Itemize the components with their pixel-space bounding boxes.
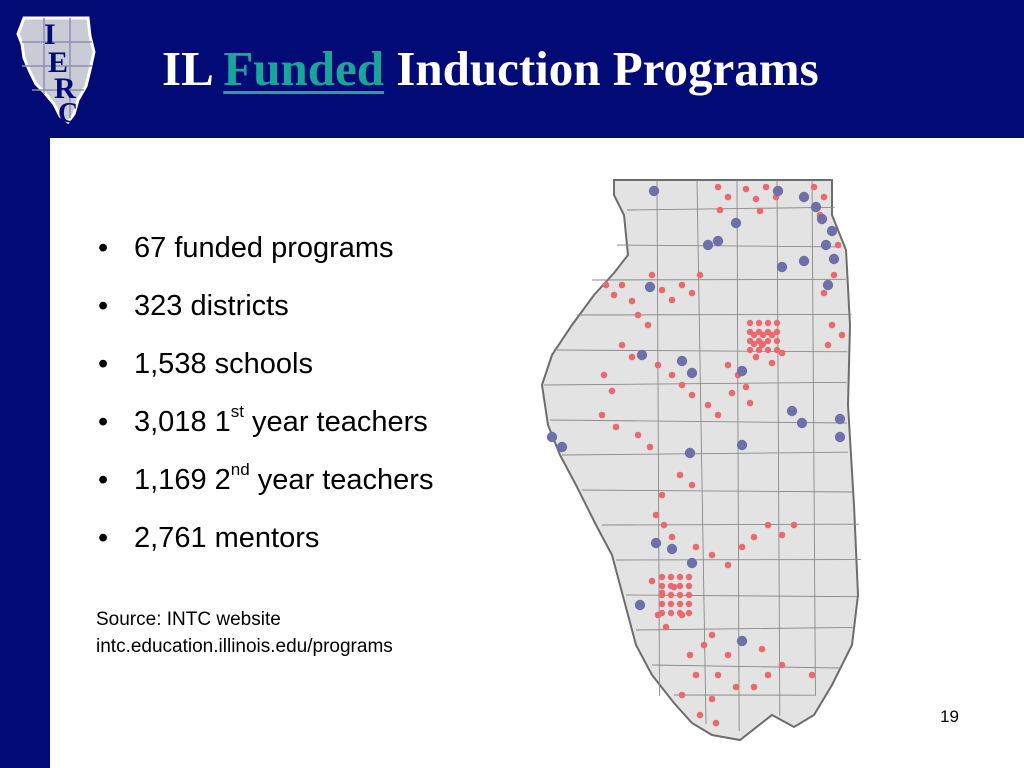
program-marker-red xyxy=(765,320,771,326)
program-marker-red xyxy=(655,612,662,619)
program-marker-blue xyxy=(835,432,845,442)
program-marker-red xyxy=(751,534,758,541)
program-marker-red xyxy=(743,384,750,391)
program-marker-blue xyxy=(811,202,821,212)
program-marker-red xyxy=(829,322,836,329)
program-marker-blue xyxy=(773,186,783,196)
program-marker-red xyxy=(693,544,700,551)
program-marker-red xyxy=(679,692,686,699)
program-marker-blue xyxy=(787,406,797,416)
program-marker-red xyxy=(709,632,716,639)
program-marker-red xyxy=(751,341,757,347)
illinois-state-outline xyxy=(542,180,858,740)
program-marker-blue xyxy=(703,240,713,250)
program-marker-red xyxy=(687,652,694,659)
program-marker-red xyxy=(659,492,666,499)
program-marker-red xyxy=(769,332,776,339)
program-marker-red xyxy=(725,362,732,369)
program-marker-red xyxy=(677,583,683,589)
program-marker-red xyxy=(701,642,708,649)
program-marker-red xyxy=(645,322,652,329)
svg-text:C: C xyxy=(58,98,79,126)
program-marker-blue xyxy=(637,350,647,360)
bullet-text-suffix: year teachers xyxy=(244,406,428,438)
bullet-districts xyxy=(98,286,433,344)
page-number: 19 xyxy=(940,707,959,726)
program-marker-red xyxy=(821,290,828,297)
program-marker-blue xyxy=(737,636,747,646)
program-marker-red xyxy=(659,583,665,589)
program-marker-red xyxy=(715,412,722,419)
program-marker-red xyxy=(753,196,760,203)
program-marker-red xyxy=(733,684,740,691)
program-marker-red xyxy=(709,696,716,703)
bullet-superscript: nd xyxy=(230,460,250,479)
program-marker-red xyxy=(779,662,786,669)
source-label: Source: INTC website xyxy=(96,609,281,630)
program-marker-red xyxy=(677,592,683,598)
title-prefix: IL xyxy=(162,41,212,96)
program-marker-red xyxy=(629,354,636,361)
program-marker-red xyxy=(649,578,656,585)
program-marker-red xyxy=(635,432,642,439)
program-marker-red xyxy=(835,242,842,249)
program-marker-red xyxy=(725,562,732,569)
program-marker-red xyxy=(763,184,770,191)
bullet-superscript: st xyxy=(230,402,244,421)
program-marker-blue xyxy=(829,254,839,264)
program-marker-red xyxy=(757,208,764,215)
program-marker-red xyxy=(759,646,766,653)
program-marker-blue xyxy=(651,538,661,548)
program-marker-red xyxy=(668,574,674,580)
program-marker-red xyxy=(831,272,838,279)
program-marker-red xyxy=(677,601,683,607)
program-marker-red xyxy=(693,672,700,679)
program-marker-red xyxy=(751,684,758,691)
program-marker-red xyxy=(765,347,771,353)
program-marker-red xyxy=(686,610,692,616)
program-marker-red xyxy=(659,590,666,597)
program-marker-red xyxy=(669,534,676,541)
program-marker-red xyxy=(756,320,762,326)
bullet-text: 2,761 mentors xyxy=(134,522,320,554)
program-marker-red xyxy=(599,412,606,419)
program-marker-red xyxy=(686,601,692,607)
bullet-second-year-teachers xyxy=(98,460,433,518)
program-marker-red xyxy=(774,338,780,344)
program-marker-red xyxy=(671,584,678,591)
program-marker-red xyxy=(686,592,692,598)
svg-text:E: E xyxy=(48,46,69,79)
program-marker-red xyxy=(765,672,772,679)
program-marker-blue xyxy=(799,192,809,202)
program-marker-red xyxy=(647,444,654,451)
program-marker-red xyxy=(663,624,670,631)
program-marker-red xyxy=(677,472,684,479)
program-marker-red xyxy=(715,184,722,191)
program-marker-red xyxy=(619,342,626,349)
left-sidebar-band xyxy=(0,138,50,768)
program-marker-blue xyxy=(645,282,655,292)
bullet-funded-programs xyxy=(98,228,433,286)
bullet-dot: • xyxy=(98,464,109,496)
program-marker-blue xyxy=(685,448,695,458)
bullet-dot: • xyxy=(98,522,109,554)
program-marker-blue xyxy=(817,214,827,224)
program-marker-blue xyxy=(667,544,677,554)
program-marker-red xyxy=(668,601,674,607)
program-marker-red xyxy=(747,320,753,326)
title-suffix: Induction Programs xyxy=(396,41,819,96)
bullet-first-year-teachers xyxy=(98,402,433,460)
program-marker-red xyxy=(747,347,753,353)
illinois-county-map xyxy=(532,175,862,745)
program-marker-red xyxy=(811,184,818,191)
program-marker-red xyxy=(839,332,846,339)
program-marker-red xyxy=(791,522,798,529)
program-marker-red xyxy=(659,287,666,294)
program-marker-red xyxy=(825,342,832,349)
program-marker-red xyxy=(601,372,608,379)
program-marker-red xyxy=(809,672,816,679)
bullet-text: 67 funded programs xyxy=(134,232,394,264)
program-marker-red xyxy=(779,532,786,539)
program-marker-red xyxy=(747,400,754,407)
program-marker-red xyxy=(709,552,716,559)
program-marker-red xyxy=(697,712,704,719)
title-accent-word: Funded xyxy=(223,41,384,96)
bullet-schools xyxy=(98,344,433,402)
program-marker-red xyxy=(659,601,665,607)
bullet-dot: • xyxy=(98,406,109,438)
program-marker-blue xyxy=(677,356,687,366)
bullet-dot: • xyxy=(98,290,109,322)
program-marker-red xyxy=(689,290,696,297)
program-marker-red xyxy=(697,272,704,279)
program-marker-red xyxy=(679,612,686,619)
program-marker-red xyxy=(679,282,686,289)
stats-bullet-list xyxy=(98,228,433,576)
program-marker-red xyxy=(635,312,642,319)
program-marker-blue xyxy=(737,366,747,376)
program-marker-red xyxy=(659,574,665,580)
program-marker-red xyxy=(753,354,760,361)
program-marker-red xyxy=(629,298,636,305)
bullet-dot: • xyxy=(98,348,109,380)
program-marker-blue xyxy=(731,218,741,228)
program-marker-red xyxy=(679,382,686,389)
program-marker-red xyxy=(765,522,772,529)
program-marker-red xyxy=(739,544,746,551)
program-marker-blue xyxy=(687,558,697,568)
program-marker-red xyxy=(668,610,674,616)
program-marker-blue xyxy=(737,440,747,450)
program-marker-blue xyxy=(713,236,723,246)
program-marker-red xyxy=(686,583,692,589)
program-marker-red xyxy=(677,574,683,580)
program-marker-red xyxy=(649,272,656,279)
program-marker-blue xyxy=(557,442,567,452)
program-marker-red xyxy=(669,372,676,379)
program-marker-blue xyxy=(827,226,837,236)
ierc-logo xyxy=(14,14,104,126)
program-marker-blue xyxy=(835,414,845,424)
program-marker-red xyxy=(717,207,724,214)
program-marker-blue xyxy=(821,240,831,250)
program-marker-red xyxy=(689,392,696,399)
program-marker-blue xyxy=(687,368,697,378)
program-marker-red xyxy=(725,652,732,659)
bullet-text: 1,538 schools xyxy=(134,348,313,380)
source-url: intc.education.illinois.edu/programs xyxy=(96,636,393,657)
program-marker-red xyxy=(729,390,736,397)
bullet-text: 323 districts xyxy=(134,290,289,322)
program-marker-red xyxy=(725,194,732,201)
program-marker-red xyxy=(821,194,828,201)
program-marker-red xyxy=(769,360,776,367)
program-marker-red xyxy=(713,720,720,727)
bullet-mentors xyxy=(98,518,433,576)
program-marker-blue xyxy=(635,600,645,610)
program-marker-blue xyxy=(799,256,809,266)
program-marker-red xyxy=(603,282,610,289)
svg-text:R: R xyxy=(54,72,76,105)
program-marker-red xyxy=(760,332,766,338)
program-marker-red xyxy=(655,362,662,369)
program-marker-red xyxy=(619,282,626,289)
program-marker-red xyxy=(705,402,712,409)
program-marker-red xyxy=(779,350,786,357)
bullet-text-suffix: year teachers xyxy=(249,464,434,496)
bullet-text-prefix: 3,018 1 xyxy=(134,406,231,438)
program-marker-red xyxy=(653,512,660,519)
program-marker-red xyxy=(613,424,620,431)
bullet-dot: • xyxy=(98,232,109,264)
program-marker-red xyxy=(668,592,674,598)
program-marker-red xyxy=(686,574,692,580)
program-marker-red xyxy=(689,482,696,489)
program-marker-blue xyxy=(777,262,787,272)
program-marker-red xyxy=(751,332,757,338)
svg-text:I: I xyxy=(44,18,56,51)
source-citation xyxy=(96,606,393,660)
program-marker-red xyxy=(661,522,668,529)
program-marker-red xyxy=(609,388,616,395)
bullet-text-prefix: 1,169 2 xyxy=(134,464,231,496)
program-marker-blue xyxy=(547,432,557,442)
program-marker-blue xyxy=(797,418,807,428)
program-marker-red xyxy=(774,320,780,326)
slide-title xyxy=(162,41,819,96)
program-marker-blue xyxy=(649,186,659,196)
program-marker-red xyxy=(669,297,676,304)
program-marker-red xyxy=(759,342,766,349)
program-marker-red xyxy=(743,186,750,193)
program-marker-red xyxy=(715,672,722,679)
program-marker-red xyxy=(611,292,618,299)
program-marker-blue xyxy=(823,280,833,290)
